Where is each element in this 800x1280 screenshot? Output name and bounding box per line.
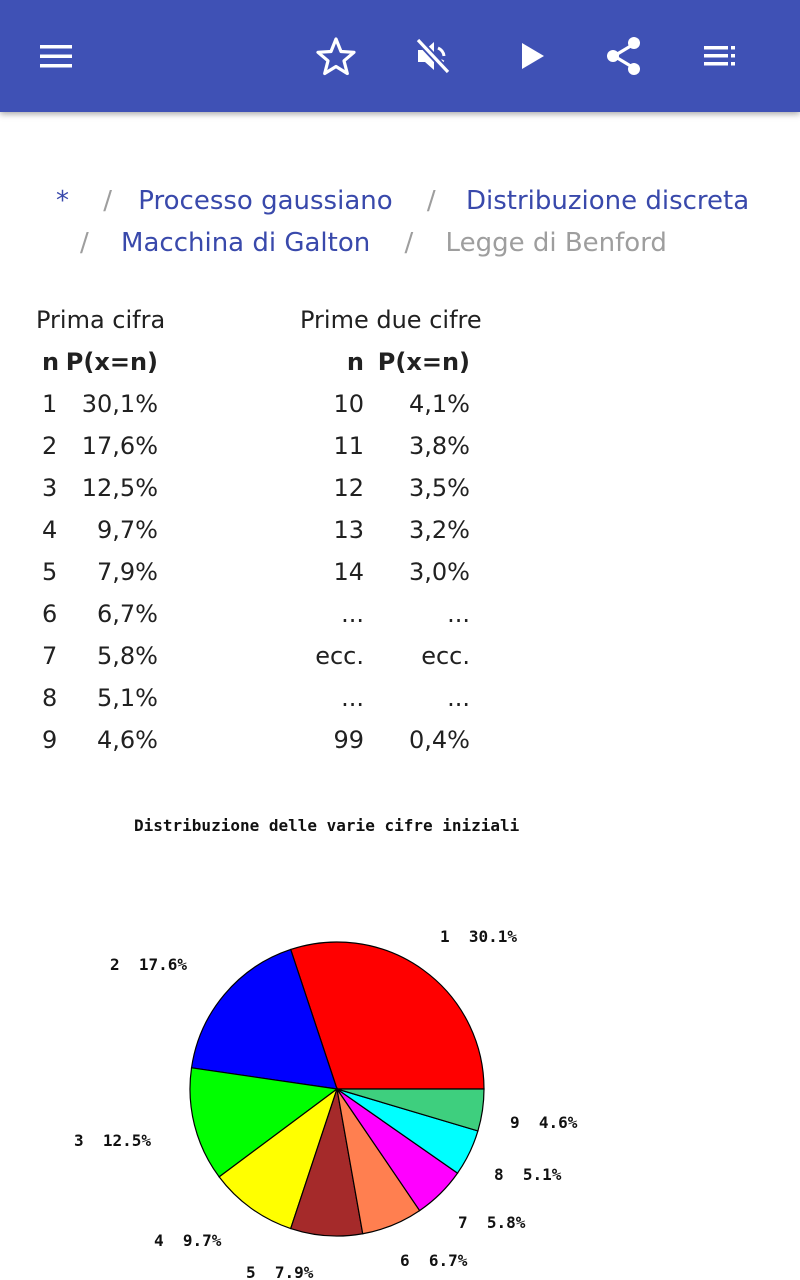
mute-button[interactable]	[404, 28, 460, 84]
pie-label-6: 6 6.7%	[400, 1251, 468, 1270]
table-cell-digits: ecc.	[315, 642, 364, 670]
table-cell-probability: 3,2%	[409, 516, 470, 544]
table-cell-digits: 14	[333, 558, 364, 586]
table-cell-digit: 9	[42, 726, 58, 754]
pie-label-8: 8 5.1%	[494, 1165, 562, 1184]
table-cell-probability: 3,5%	[409, 474, 470, 502]
table-cell-probability: 0,4%	[409, 726, 470, 754]
table-cell-probability: 5,1%	[97, 684, 158, 712]
table-cell-digits: 99	[333, 726, 364, 754]
menu-button[interactable]	[28, 28, 84, 84]
table-cell-probability: 7,9%	[97, 558, 158, 586]
table-title-prime-due-cifre: Prime due cifre	[300, 306, 482, 334]
table-cell-digits: 10	[333, 390, 364, 418]
contents-button[interactable]	[692, 28, 748, 84]
col-header-probability: P(x=n)	[65, 348, 158, 376]
table-cell-probability: ecc.	[421, 642, 470, 670]
breadcrumb-current: Legge di Benford	[445, 228, 667, 258]
table-cell-probability: 9,7%	[97, 516, 158, 544]
pie-label-4: 4 9.7%	[154, 1231, 222, 1250]
table-cell-digit: 3	[42, 474, 58, 502]
breadcrumb-link-processo-gaussiano[interactable]: Processo gaussiano	[138, 186, 393, 216]
table-cell-digit: 4	[42, 516, 58, 544]
table-cell-probability: ...	[447, 684, 470, 712]
breadcrumb-separator: /	[404, 228, 414, 258]
table-cell-probability: 3,8%	[409, 432, 470, 460]
share-button[interactable]	[596, 28, 652, 84]
play-button[interactable]	[502, 28, 558, 84]
breadcrumb-link-distribuzione-discreta[interactable]: Distribuzione discreta	[465, 186, 750, 216]
star-icon	[314, 34, 358, 78]
volume-off-icon	[410, 34, 454, 78]
table-cell-probability: 4,6%	[97, 726, 158, 754]
col-header-n: n	[42, 348, 60, 376]
table-title-prima-cifra: Prima cifra	[36, 306, 166, 334]
breadcrumb-separator: /	[426, 186, 436, 216]
table-cell-digits: 11	[333, 432, 364, 460]
breadcrumb-link-macchina-di-galton[interactable]: Macchina di Galton	[121, 228, 371, 258]
app-bar	[0, 0, 800, 112]
table-cell-probability: 30,1%	[81, 390, 158, 418]
table-cell-probability: 12,5%	[81, 474, 158, 502]
playlist-icon	[698, 34, 742, 78]
breadcrumb-separator: /	[80, 228, 89, 258]
table-cell-digit: 7	[42, 642, 58, 670]
figure-title: Distribuzione delle varie cifre iniziali	[134, 816, 520, 835]
breadcrumb-separator: /	[103, 186, 113, 216]
benford-pie-figure	[60, 800, 620, 1280]
share-icon	[602, 34, 646, 78]
pie-label-1: 1 30.1%	[440, 927, 518, 946]
pie-label-3: 3 12.5%	[74, 1131, 152, 1150]
table-cell-probability: 4,1%	[409, 390, 470, 418]
col-header-probability: P(x=n)	[377, 348, 470, 376]
table-cell-digit: 2	[42, 432, 58, 460]
table-cell-digit: 5	[42, 558, 58, 586]
table-cell-probability: ...	[447, 600, 470, 628]
table-cell-probability: 3,0%	[409, 558, 470, 586]
breadcrumb-home-link[interactable]: *	[56, 186, 69, 216]
table-cell-digit: 6	[42, 600, 58, 628]
menu-icon	[34, 34, 78, 78]
table-cell-digits: ...	[341, 600, 364, 628]
table-cell-digits: 13	[333, 516, 364, 544]
pie-label-9: 9 4.6%	[510, 1113, 578, 1132]
col-header-n: n	[346, 348, 364, 376]
table-cell-digits: 12	[333, 474, 364, 502]
pie-label-5: 5 7.9%	[246, 1263, 314, 1280]
play-icon	[508, 34, 552, 78]
table-cell-digit: 1	[42, 390, 58, 418]
table-cell-digit: 8	[42, 684, 58, 712]
table-cell-probability: 17,6%	[81, 432, 158, 460]
pie-chart	[60, 800, 620, 1280]
table-cell-probability: 5,8%	[97, 642, 158, 670]
favorite-button[interactable]	[308, 28, 364, 84]
pie-label-2: 2 17.6%	[110, 955, 188, 974]
table-cell-digits: ...	[341, 684, 364, 712]
table-cell-probability: 6,7%	[97, 600, 158, 628]
pie-label-7: 7 5.8%	[458, 1213, 526, 1232]
